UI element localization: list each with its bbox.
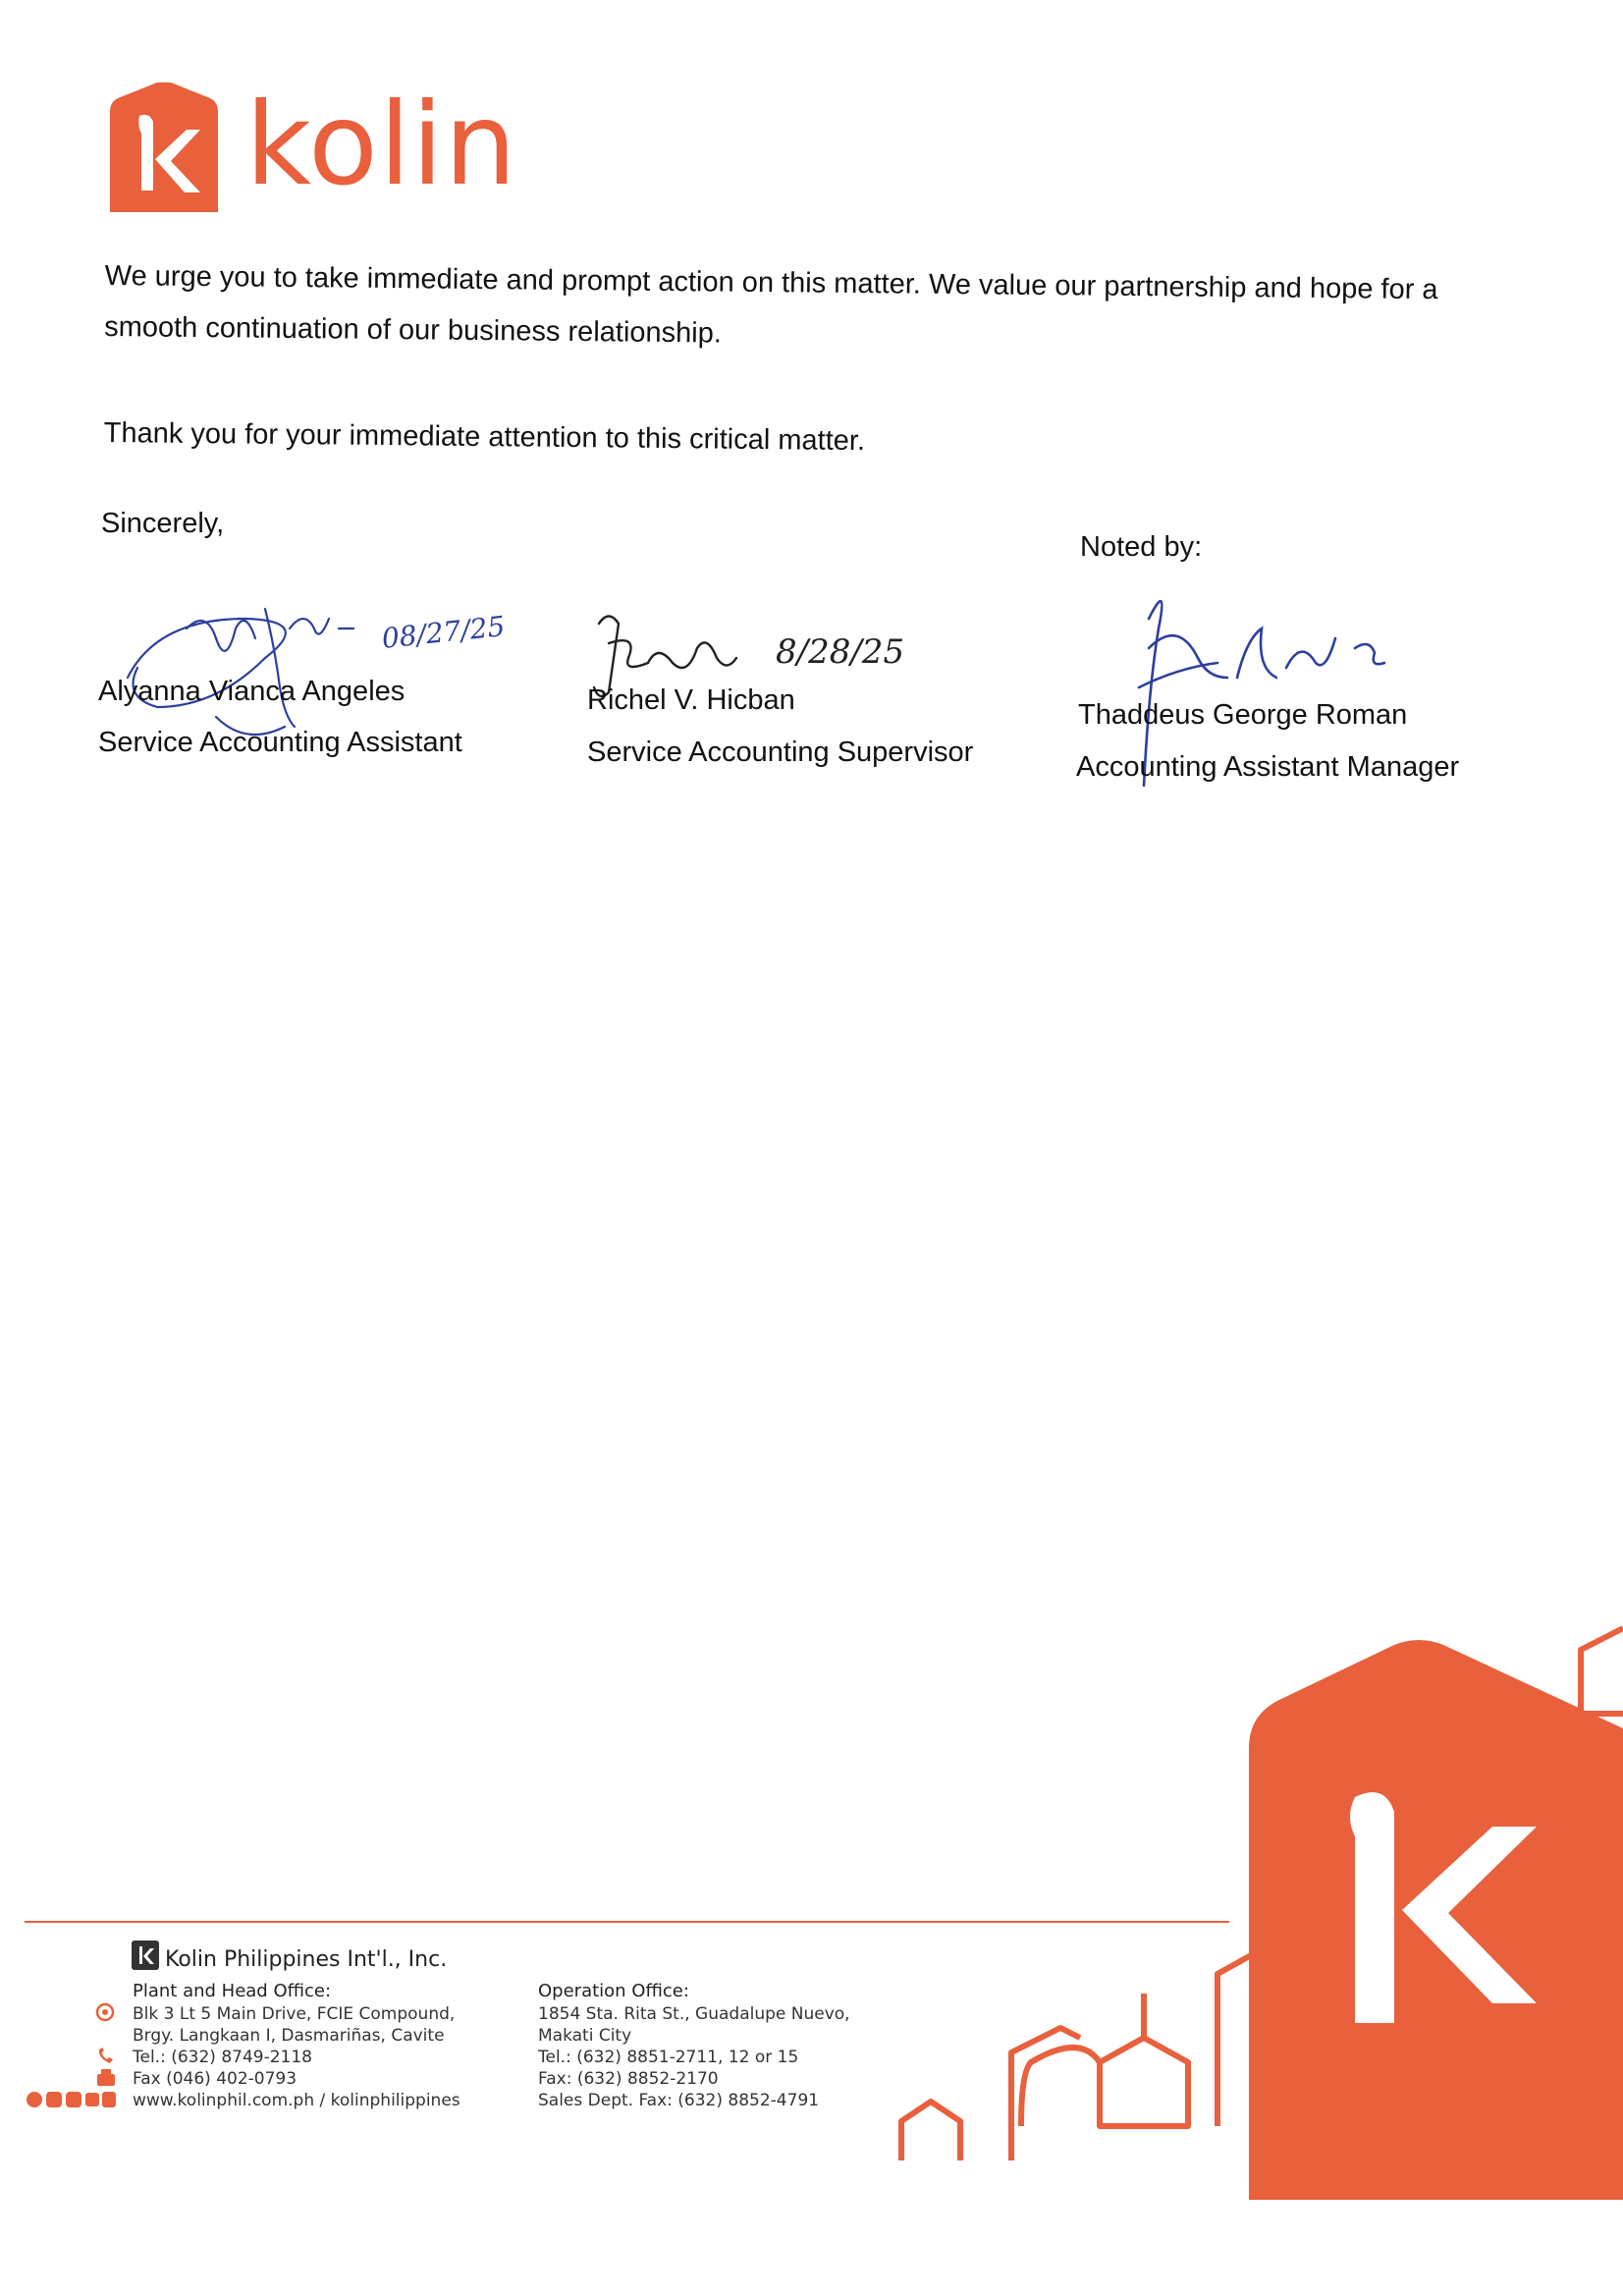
footer-operation-address-1: 1854 Sta. Rita St., Guadalupe Nuevo, [538,2004,850,2024]
footer-plant-tel: Tel.: (632) 8749-2118 [133,2048,312,2067]
signatory-3-title: Accounting Assistant Manager [1076,751,1460,783]
footer-plant-label: Plant and Head Office: [133,1981,332,2001]
location-icon [94,2002,116,2024]
signatory-2-name: Richel V. Hicban [587,684,795,716]
signatory-1-title: Service Accounting Assistant [98,727,462,758]
kolin-wordmark: kolin [245,79,517,211]
footer-operation-tel: Tel.: (632) 8851-2711, 12 or 15 [538,2048,799,2067]
footer-plant-fax: Fax (046) 402-0793 [133,2069,298,2089]
footer-plant-address-1: Blk 3 Lt 5 Main Drive, FCIE Compound, [133,2004,456,2024]
signatory-3-name: Thaddeus George Roman [1078,699,1408,731]
footer-operation-fax: Fax: (632) 8852-2170 [538,2069,719,2089]
closing-salutation: Sincerely, [101,508,225,539]
signatory-1-name: Alyanna Vianca Angeles [98,676,406,707]
body-paragraph-1: We urge you to take immediate and prompt action on this matter. We value our partnership and hope for a smooth continuation of our business relationship. [104,259,1438,350]
footer-web: www.kolinphil.com.ph / kolinphilippines [133,2091,460,2110]
social-icons [26,2090,116,2109]
phone-icon [96,2047,116,2066]
kolin-footer-logo-icon [131,1940,166,1975]
footer-plant-address-2: Brgy. Langkaan I, Dasmariñas, Cavite [133,2026,445,2046]
noted-by-label: Noted by: [1080,531,1203,563]
footer-divider [25,1921,1229,1923]
svg-text:08/27/25: 08/27/25 [380,609,507,655]
footer-operation-address-2: Makati City [538,2026,632,2046]
footer-operation-label: Operation Office: [538,1981,689,2001]
kolin-logo-badge-icon [98,82,230,212]
kolin-corner-decoration [884,1571,1623,2200]
footer-company-name: Kolin Philippines Int'l., Inc. [165,1947,448,1972]
body-paragraph-2: Thank you for your immediate attention to this critical matter. [103,416,866,458]
footer-sales-fax: Sales Dept. Fax: (632) 8852-4791 [538,2091,820,2110]
kolin-logo [98,71,530,218]
signatory-2-title: Service Accounting Supervisor [587,737,974,768]
svg-text:8/28/25: 8/28/25 [776,632,905,672]
fax-icon [95,2068,117,2088]
